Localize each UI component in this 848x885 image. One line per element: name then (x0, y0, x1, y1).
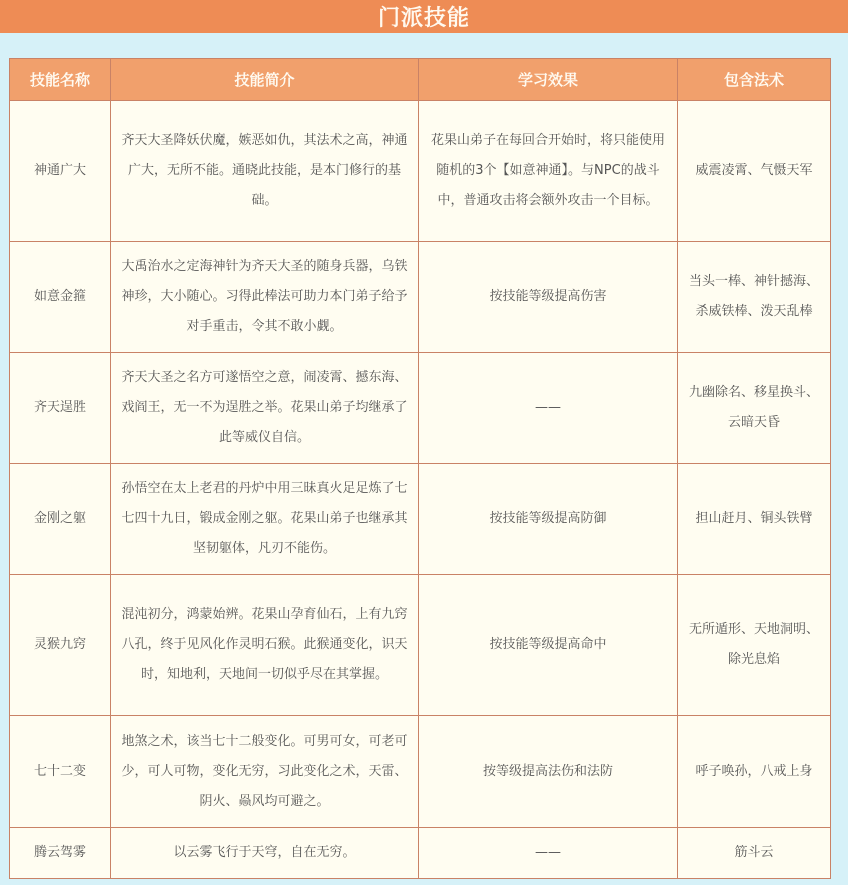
table-row (10, 242, 831, 353)
skill-spells: 威震凌霄、气慑天军 (678, 101, 831, 242)
page-title: 门派技能 (377, 6, 470, 31)
skill-description: 以云雾飞行于天穹，自在无穷。 (111, 828, 419, 879)
skill-effect: 按技能等级提高命中 (419, 575, 678, 716)
table-row (10, 353, 831, 464)
skill-name: 神通广大 (10, 101, 111, 242)
skill-effect: 按技能等级提高防御 (419, 464, 678, 575)
table-row (10, 828, 831, 879)
skill-name: 腾云驾雾 (10, 828, 111, 879)
header-skill-name: 技能名称 (10, 59, 111, 101)
skill-effect: 花果山弟子在每回合开始时，将只能使用随机的3个【如意神通】。与NPC的战斗中，普通攻击将会额外攻击一个目标。 (419, 101, 678, 242)
skill-name: 灵猴九窍 (10, 575, 111, 716)
skill-description: 孙悟空在太上老君的丹炉中用三昧真火足足炼了七七四十九日，锻成金刚之躯。花果山弟子也继承其坚韧躯体，凡刃不能伤。 (111, 464, 419, 575)
skill-name: 齐天逞胜 (10, 353, 111, 464)
skill-effect: 按技能等级提高伤害 (419, 242, 678, 353)
skill-name: 金刚之躯 (10, 464, 111, 575)
skills-table (9, 58, 831, 879)
skill-description: 齐天大圣之名方可遂悟空之意，闹凌霄、撼东海、戏阎王，无一不为逞胜之举。花果山弟子均继承了此等威仪自信。 (111, 353, 419, 464)
table-row (10, 464, 831, 575)
skill-effect: 按等级提高法伤和法防 (419, 716, 678, 828)
skill-name: 七十二变 (10, 716, 111, 828)
table-row (10, 101, 831, 242)
table-row (10, 575, 831, 716)
skill-name: 如意金箍 (10, 242, 111, 353)
skill-spells: 筋斗云 (678, 828, 831, 879)
skill-spells: 呼子唤孙，八戒上身 (678, 716, 831, 828)
skill-spells: 无所遁形、天地洞明、除光息焰 (678, 575, 831, 716)
skill-description: 地煞之术，该当七十二般变化。可男可女，可老可少，可人可物，变化无穷，习此变化之术，天雷、阴火、赑风均可避之。 (111, 716, 419, 828)
page-title-bar (0, 0, 848, 33)
table-row (10, 716, 831, 828)
skill-spells: 九幽除名、移星换斗、云暗天昏 (678, 353, 831, 464)
skill-description: 混沌初分，鸿蒙始辨。花果山孕育仙石，上有九窍八孔，终于见风化作灵明石猴。此猴通变化，识天时，知地利，天地间一切似乎尽在其掌握。 (111, 575, 419, 716)
skill-spells: 当头一棒、神针撼海、杀威铁棒、泼天乱棒 (678, 242, 831, 353)
skill-description: 大禹治水之定海神针为齐天大圣的随身兵器，乌铁神珍，大小随心。习得此棒法可助力本门弟子给予对手重击，令其不敢小觑。 (111, 242, 419, 353)
skill-effect: —— (419, 828, 678, 879)
skill-effect: —— (419, 353, 678, 464)
header-skill-description: 技能简介 (111, 59, 419, 101)
header-included-spells: 包含法术 (678, 59, 831, 101)
header-learning-effect: 学习效果 (419, 59, 678, 101)
table-header-row (10, 59, 831, 101)
skill-spells: 担山赶月、铜头铁臂 (678, 464, 831, 575)
skill-description: 齐天大圣降妖伏魔，嫉恶如仇，其法术之高，神通广大，无所不能。通晓此技能，是本门修行的基础。 (111, 101, 419, 242)
